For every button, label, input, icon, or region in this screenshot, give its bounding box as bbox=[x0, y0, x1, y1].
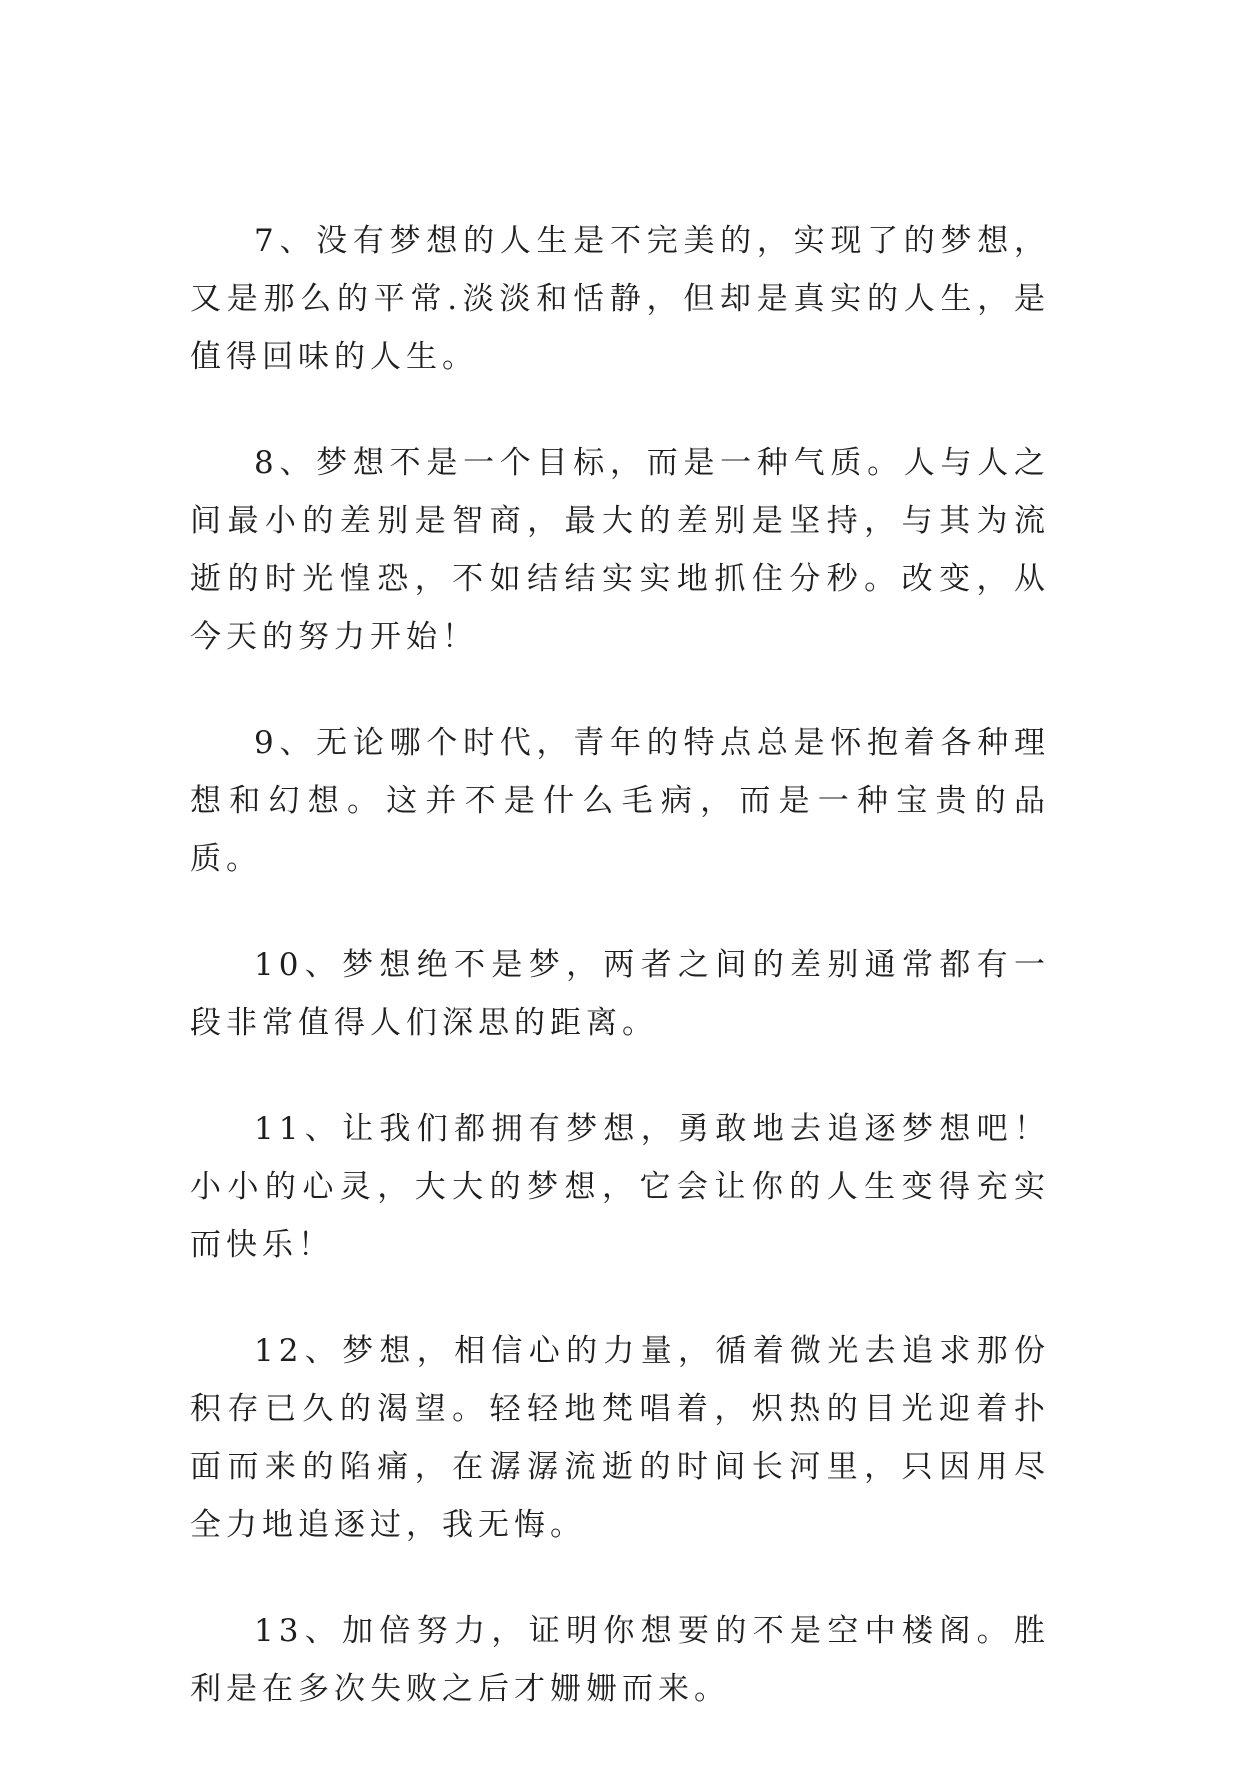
paragraph-12: 12、梦想，相信心的力量，循着微光去追求那份积存已久的渴望。轻轻地梵唱着，炽热的目光迎着扑面而来的陷痛，在潺潺流逝的时间长河里，只因用尽全力地追逐过，我无悔。 bbox=[190, 1333, 1050, 1543]
paragraph-8: 8、梦想不是一个目标，而是一种气质。人与人之间最小的差别是智商，最大的差别是坚持，与其为流逝的时光惶恐，不如结结实实地抓住分秒。改变，从今天的努力开始！ bbox=[190, 445, 1050, 655]
paragraph-7: 7、没有梦想的人生是不完美的，实现了的梦想，又是那么的平常.淡淡和恬静，但却是真实的人生，是值得回味的人生。 bbox=[190, 223, 1050, 375]
document-body bbox=[190, 212, 1050, 1766]
paragraph-10: 10、梦想绝不是梦，两者之间的差别通常都有一段非常值得人们深思的距离。 bbox=[190, 947, 1050, 1041]
paragraph-9: 9、无论哪个时代，青年的特点总是怀抱着各种理想和幻想。这并不是什么毛病，而是一种宝贵的品质。 bbox=[190, 725, 1050, 877]
paragraph-13: 13、加倍努力，证明你想要的不是空中楼阁。胜利是在多次失败之后才姗姗而来。 bbox=[190, 1613, 1050, 1707]
paragraph-11: 11、让我们都拥有梦想，勇敢地去追逐梦想吧！小小的心灵，大大的梦想，它会让你的人生变得充实而快乐！ bbox=[190, 1111, 1050, 1263]
